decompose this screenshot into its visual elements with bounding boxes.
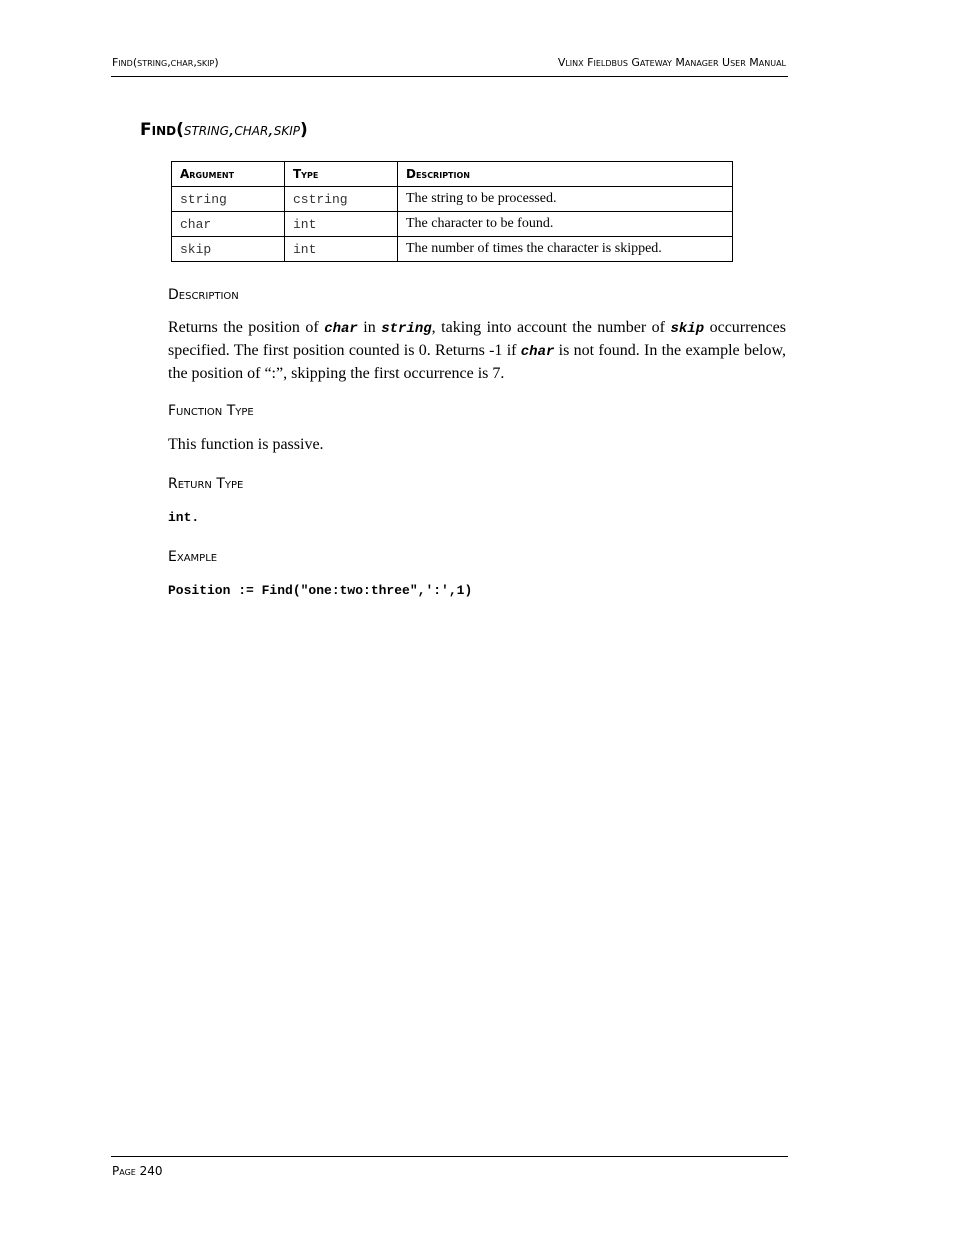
function-type-text: This function is passive. [168,436,324,453]
title-close: ) [299,120,308,140]
cell-description: The number of times the character is skipped. [398,237,733,262]
arguments-table [171,161,733,262]
header-description: Description [398,162,733,187]
function-title [140,118,308,142]
code-string: string [381,321,432,337]
return-type-text: int. [168,510,200,525]
cell-argument: string [172,187,285,212]
cell-argument: skip [172,237,285,262]
header-type: Type [285,162,398,187]
example-code: Position := Find("one:two:three",':',1) [168,583,473,598]
title-name: Find( [140,120,184,140]
page-footer [111,1156,788,1178]
page-header [111,56,788,77]
title-params: string,char,skip [183,120,300,140]
header-argument: Argument [172,162,285,187]
code-char: char [324,321,358,337]
cell-type: int [285,212,398,237]
table-row [172,237,733,262]
cell-argument: char [172,212,285,237]
page-number: Page 240 [112,1164,163,1178]
example-heading: Example [168,549,218,565]
function-type-heading: Function Type [168,403,254,419]
code-char: char [520,344,555,360]
description-heading: Description [168,287,239,303]
cell-description: The character to be found. [398,212,733,237]
return-type-heading: Return Type [168,476,244,492]
description-text: Returns the position of char in string, taking into account the number of skip occurrences specified. The first position counted is 0. Returns -1 if char is not found. In the example below, the position of “:”, skipping the first occurrence is 7. [168,319,787,382]
cell-type: cstring [285,187,398,212]
cell-type: int [285,237,398,262]
table-row [172,212,733,237]
code-skip: skip [670,321,705,337]
header-left: Find(string,char,skip) [112,56,219,69]
table-row [172,187,733,212]
table-header-row [172,162,733,187]
cell-description: The string to be processed. [398,187,733,212]
header-right: Vlinx Fieldbus Gateway Manager User Manual [557,56,786,69]
